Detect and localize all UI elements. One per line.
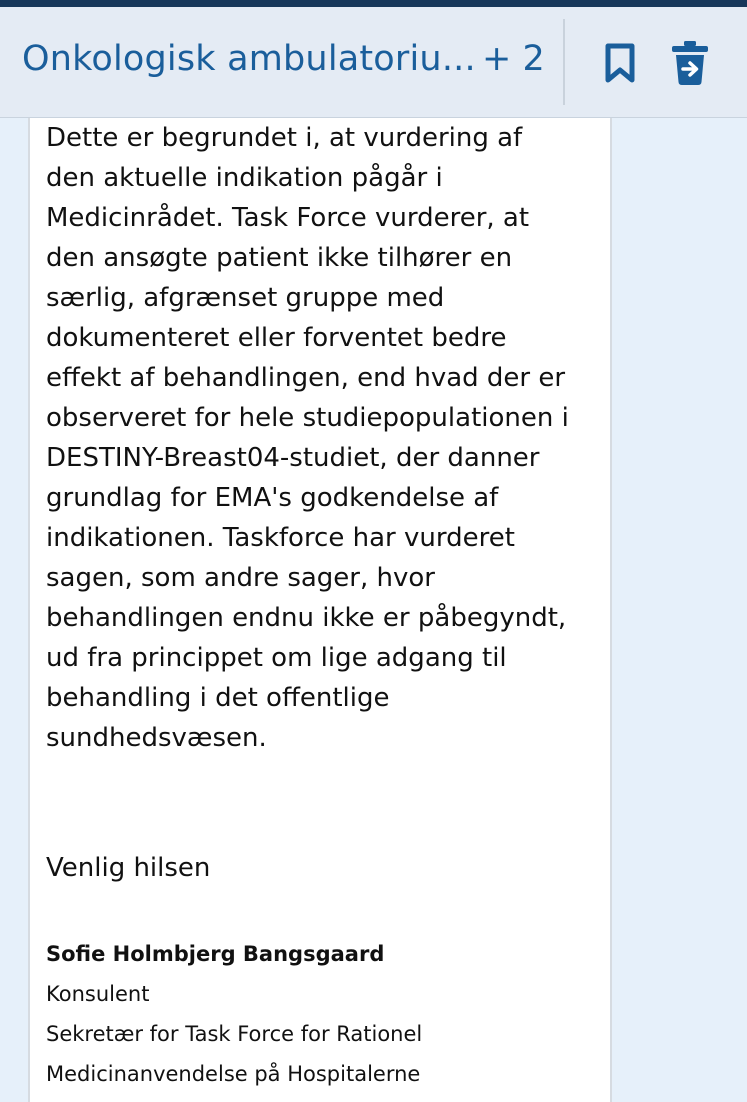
body-line: effekt af behandlingen, end hvad der er [46,363,566,393]
body-line: observeret for hele studiepopulationen i [46,403,569,433]
signature-organization: Medicinanvendelse på Hospitalerne [46,1062,421,1086]
folder-title[interactable]: Onkologisk ambulatoriu... [22,39,476,79]
email-body-text [46,118,606,758]
body-line: ud fra princippet om lige adgang til [46,643,507,673]
email-closing: Venlig hilsen [46,853,211,883]
body-line: behandling i det offentlige [46,683,390,713]
delete-button[interactable] [668,39,712,87]
body-line: den ansøgte patient ikke tilhører en [46,243,513,273]
header-divider [563,19,565,105]
body-line: sagen, som andre sager, hvor [46,563,435,593]
top-status-strip [0,0,747,7]
body-line: den aktuelle indikation pågår i [46,163,443,193]
body-line: Medicinrådet. Task Force vurderer, at [46,203,530,233]
trash-icon [670,40,710,86]
body-line: Dette er begrundet i, at vurdering af [46,123,523,153]
bookmark-icon [602,42,638,84]
body-line: særlig, afgrænset gruppe med [46,283,445,313]
signature-name: Sofie Holmbjerg Bangsgaard [46,942,385,966]
body-line: DESTINY-Breast04-studiet, der danner [46,443,540,473]
body-line: indikationen. Taskforce har vurderet [46,523,515,553]
message-header [0,7,747,118]
body-line: sundhedsvæsen. [46,723,267,753]
bookmark-button[interactable] [598,39,642,87]
additional-folders-count[interactable]: + 2 [482,39,545,79]
signature-title: Konsulent [46,982,150,1006]
body-line: grundlag for EMA's godkendelse af [46,483,499,513]
signature-role: Sekretær for Task Force for Rationel [46,1022,423,1046]
body-line: dokumenteret eller forventet bedre [46,323,507,353]
body-line: behandlingen endnu ikke er påbegyndt, [46,603,567,633]
email-body-panel [28,118,612,1102]
